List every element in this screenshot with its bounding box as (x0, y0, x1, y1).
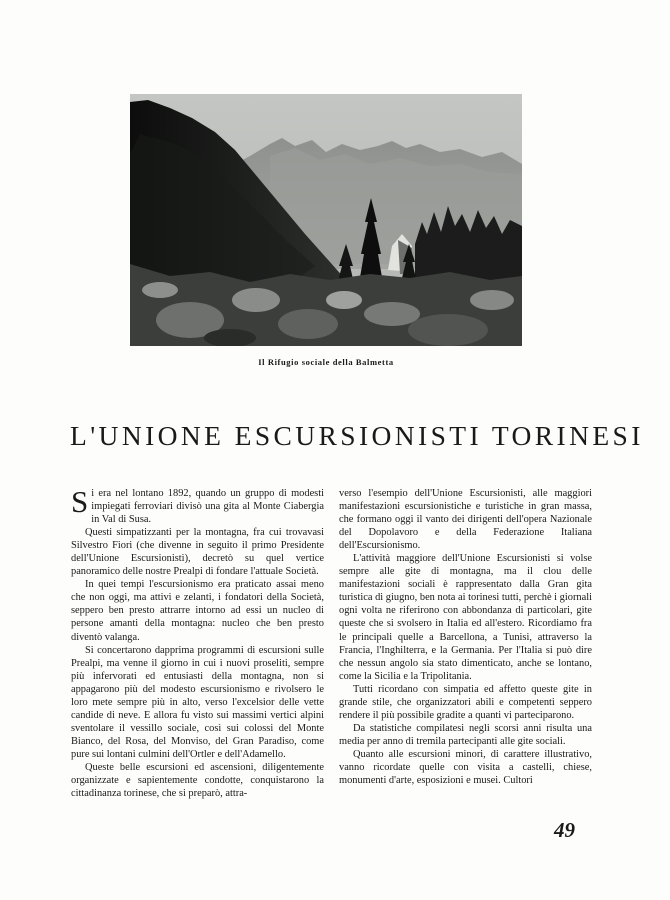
paragraph: verso l'esempio dell'Unione Escursionisti, alle maggiori manifestazioni escursionistiche e turistiche in gran massa, che formano oggi il vanto dei dirigenti dell'opera Nazionale del Dopolavoro e della Federazione Italiana dell'Escursionismo. (339, 488, 592, 552)
paragraph: Da statistiche compilatesi negli scorsi anni risulta una media per anno di tremila partecipanti alle gite sociali. (339, 722, 592, 747)
paragraph: Si concertarono dapprima programmi di escursioni sulle Prealpi, ma venne il giorno in cui i nuovi proseliti, sempre più infervorati ed entusiasti della montagna, non si appagarono più del modesto escursionismo e rivolsero le loro mete sempre più in alto, verso l'excelsior delle vette candide di neve. E allora fu visto sui massimi vertici alpini sventolare il vessillo sociale, così sui colossi del Monte Bianco, del Rosa, del Monviso, del Gran Paradiso, come pure sui lontani culmini dell'Ortler e dell'Adamello. (71, 644, 324, 760)
paragraph: Si era nel lontano 1892, quando un gruppo di modesti impiegati ferroviari divisò una gita al Monte Ciabergia in Val di Susa. (71, 484, 324, 526)
page-number: 49 (554, 818, 575, 842)
mountain-hut-photo (130, 94, 522, 346)
paragraph: L'attività maggiore dell'Unione Escursionisti si volse sempre alle gite di montagna, ma il clou delle manifestazioni sociali è rappresentato dalla Gran gita turistica di giugno, ben nota ai torinesi tutti, perchè i giornali ogni volta ne riferirono con abbondanza di particolari, gite queste che si svolsero in Italia ed all'estero. Ricordiamo fra le principali quelle a Barcellona, a Tunisi, attraverso la Francia, l'Inghilterra, e la Germania. Per l'Italia si può dire che nessun angolo sia stato dimenticato, anche se lontano, come la Sicilia e la Tripolitania. (339, 553, 592, 682)
left-text-column (71, 484, 324, 800)
paragraph: Queste belle escursioni ed ascensioni, diligentemente organizzate e sapientemente condotte, conquistarono la cittadinanza torinese, che si preparò, attra- (71, 761, 324, 800)
paragraph: Tutti ricordano con simpatia ed affetto queste gite in grande stile, che organizzatori abili e competenti seppero rendere il più possibile gradite a quanti vi parteciparono. (339, 683, 592, 721)
paragraph: Quanto alle escursioni minori, di carattere illustrativo, vanno ricordate quelle con visita a castelli, chiese, monumenti d'arte, esposizioni e musei. Cultori (339, 748, 592, 787)
drop-cap: S (71, 484, 89, 519)
photo-caption: Il Rifugio sociale della Balmetta (258, 357, 394, 367)
photo-illustration (130, 94, 522, 346)
paragraph: In quei tempi l'escursionismo era praticato assai meno che non oggi, ma attivi e zelanti, i fondatori della Società, seppero ben presto attrarre intorno ad essi un nucleo di persone amanti della montagna: nucleo che ben presto diventò valanga. (71, 579, 324, 643)
paragraph: Questi simpatizzanti per la montagna, fra cui trovavasi Silvestro Fiori (che divenne in seguito il primo Presidente dell'Unione Escursionisti), decretò su quel vertice panoramico delle nostre Prealpi di fondare l'attuale Società. (71, 527, 324, 578)
right-text-column (339, 487, 592, 787)
article-title: L'UNIONE ESCURSIONISTI TORINESI (70, 420, 644, 451)
